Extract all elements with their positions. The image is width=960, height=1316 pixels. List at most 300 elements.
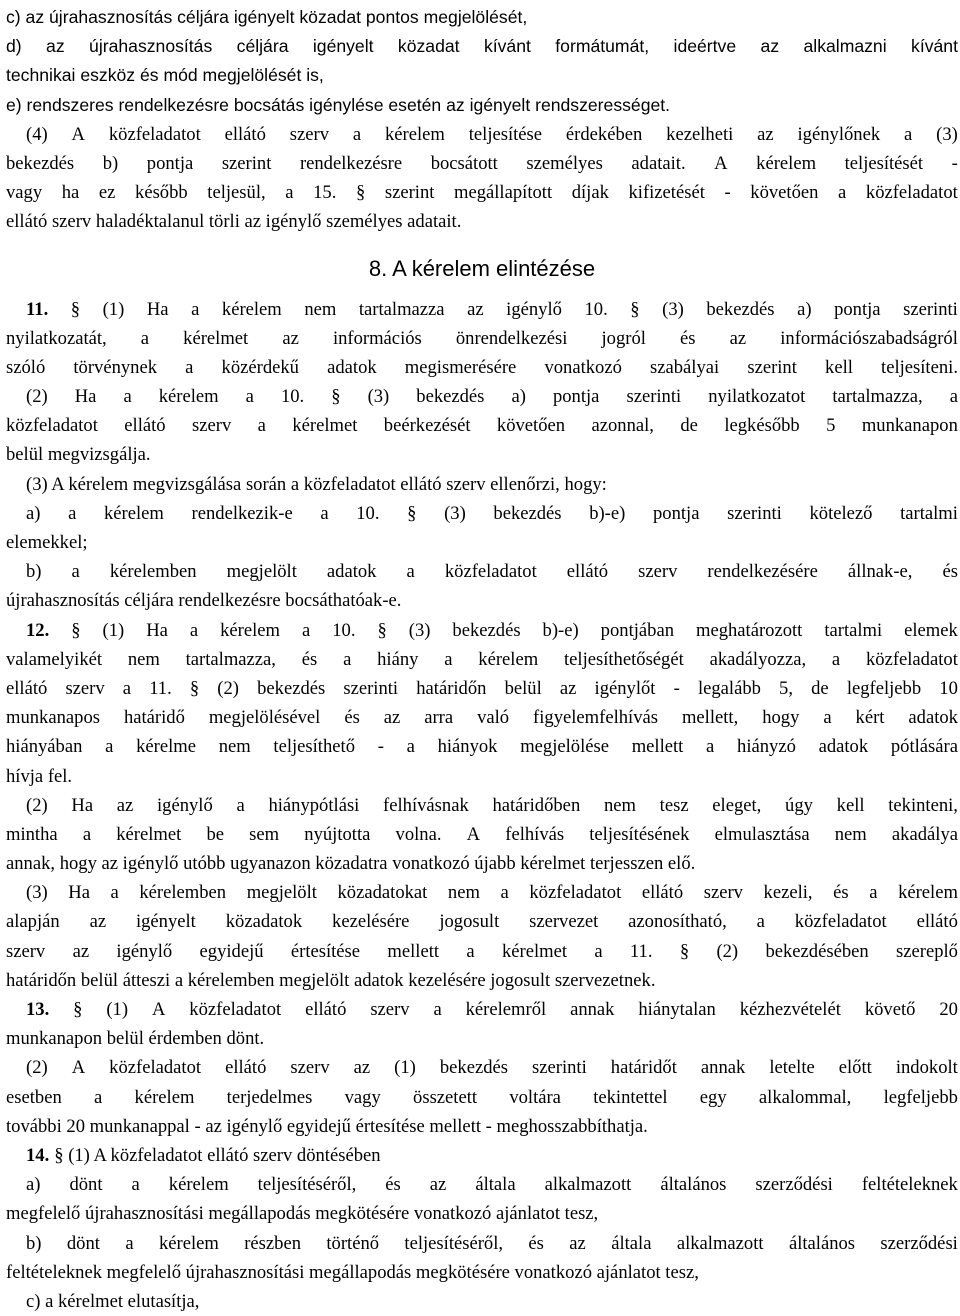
- word: nyújtotta: [304, 820, 370, 849]
- word: kezelheti: [666, 120, 733, 149]
- word: és: [943, 557, 959, 586]
- word: a: [68, 499, 76, 528]
- word: teljesítéséről,: [258, 1170, 357, 1199]
- text-line: [6, 907, 958, 936]
- text-line: [6, 149, 958, 178]
- line-text: annak, hogy az igénylő utóbb ugyanazon közadatra vonatkozó újabb kérelmet terjesszen elő.: [6, 849, 695, 878]
- word: hiányában: [6, 732, 82, 761]
- word: (2): [217, 674, 239, 703]
- word: szerv: [370, 995, 409, 1024]
- word: belül: [505, 674, 542, 703]
- word: alkalmazott: [545, 1170, 632, 1199]
- word: szerv: [6, 937, 45, 966]
- word: kérelemről: [466, 995, 547, 1024]
- line-text: határidőn belül átteszi a kérelemben megjelölt adatok kezelésére jogosult szervezetnek.: [6, 966, 655, 995]
- word: közfeladatot: [795, 907, 887, 936]
- word: A: [152, 995, 165, 1024]
- line-text: § (1) A közfeladatot ellátó szerv döntésében: [54, 1141, 380, 1170]
- word: az: [384, 703, 401, 732]
- word: Ha: [75, 382, 97, 411]
- word: szerint: [222, 149, 272, 178]
- word: információszabadságról: [780, 324, 958, 353]
- word: kérelem: [159, 1229, 219, 1258]
- word: A: [714, 149, 727, 178]
- document-page: [6, 3, 958, 1316]
- word: bekezdés: [706, 295, 774, 324]
- word: ellátó: [124, 411, 165, 440]
- word: pótlására: [891, 732, 958, 761]
- word: az: [730, 324, 747, 353]
- word: A: [72, 120, 85, 149]
- word: legalább: [698, 674, 761, 703]
- word: a): [797, 295, 811, 324]
- text-line: [6, 586, 958, 615]
- word: ellátó: [567, 557, 608, 586]
- word: 15.: [313, 178, 336, 207]
- word: a: [706, 732, 714, 761]
- text-line: [6, 703, 958, 732]
- word: kérelme: [136, 732, 196, 761]
- word: részben: [244, 1229, 301, 1258]
- word: felhívásnak: [383, 791, 469, 820]
- word: az: [282, 324, 299, 353]
- word: kérelem: [159, 382, 219, 411]
- line-text: feltételeknek megfelelő újrahasznosítási megállapodás megkötésére vonatkozó ajánlatot tesz,: [6, 1258, 699, 1287]
- word: a: [191, 295, 199, 324]
- word: közfeladatot: [109, 1053, 201, 1082]
- word: igénylő: [116, 937, 172, 966]
- word: (3): [409, 616, 431, 645]
- word: megjelölt: [247, 878, 317, 907]
- word: ellátó: [305, 995, 346, 1024]
- word: alkalmazott: [677, 1229, 764, 1258]
- word: pontja: [834, 295, 880, 324]
- line-text: ellátó szerv haladéktalanul törli az igénylő személyes adatait.: [6, 207, 461, 236]
- word: szereplő: [896, 937, 958, 966]
- word: érdekében: [566, 120, 642, 149]
- text-line: [6, 382, 958, 411]
- word: a: [246, 382, 254, 411]
- word: kért: [856, 703, 885, 732]
- word: közfeladatot: [866, 645, 958, 674]
- text-line: [6, 937, 958, 966]
- word: kifizetését: [628, 178, 704, 207]
- word: (3): [444, 499, 466, 528]
- word: közadat: [398, 32, 460, 61]
- word: kérelemben: [110, 557, 197, 586]
- word: figyelemfelhívás: [533, 703, 658, 732]
- word: jogosult: [439, 907, 499, 936]
- word: A: [72, 1053, 85, 1082]
- word: pontja: [147, 149, 193, 178]
- word: újrahasznosítás: [89, 32, 212, 61]
- word: §: [73, 995, 82, 1024]
- word: a: [258, 411, 266, 440]
- word: nem: [304, 295, 336, 324]
- word: feltételeknek: [862, 1170, 958, 1199]
- word: (1): [106, 995, 128, 1024]
- word: alkalommal,: [759, 1083, 851, 1112]
- word: hiányzó: [737, 732, 796, 761]
- word: közfeladatot: [529, 878, 621, 907]
- word: az: [117, 791, 134, 820]
- word: (2): [26, 1053, 48, 1082]
- line-text: e) rendszeres rendelkezésre bocsátás igénylése esetén az igényelt rendszerességet.: [6, 91, 670, 120]
- word: b)-e): [543, 616, 579, 645]
- word: ha: [62, 178, 80, 207]
- word: igényelt: [313, 32, 374, 61]
- word: a: [832, 645, 840, 674]
- word: -: [952, 149, 958, 178]
- word: nyilatkozatát,: [6, 324, 107, 353]
- word: (3): [662, 295, 684, 324]
- word: 10.: [585, 295, 608, 324]
- word: annak: [570, 995, 614, 1024]
- word: kérelem: [135, 1083, 195, 1112]
- word: nem: [128, 645, 160, 674]
- word: hiányok: [438, 732, 498, 761]
- word: kezelésére: [332, 907, 409, 936]
- text-line: [6, 616, 958, 645]
- word: közfeladatot: [109, 120, 201, 149]
- word: az: [430, 1170, 447, 1199]
- text-line: [6, 1287, 958, 1316]
- text-line: [6, 3, 958, 32]
- word: 11.: [630, 937, 653, 966]
- word: nem: [219, 732, 251, 761]
- word: és: [385, 1170, 401, 1199]
- document-body: [6, 295, 958, 1316]
- text-line: [6, 820, 958, 849]
- line-text: c) a kérelmet elutasítja,: [26, 1287, 199, 1316]
- text-line: [6, 557, 958, 586]
- word: a: [236, 791, 244, 820]
- word: Ha: [146, 616, 168, 645]
- word: §: [190, 674, 199, 703]
- word: adatok: [819, 732, 869, 761]
- word: 5,: [779, 674, 793, 703]
- word: a: [123, 382, 131, 411]
- word: mellett: [387, 937, 439, 966]
- word: indokolt: [896, 1053, 958, 1082]
- word: értesítése: [291, 937, 360, 966]
- word: A: [467, 820, 480, 849]
- word: szerint: [747, 353, 797, 382]
- word: a: [353, 120, 361, 149]
- word: megjelölése: [520, 732, 609, 761]
- word: (2): [26, 382, 48, 411]
- word: Ha: [71, 791, 93, 820]
- text-line: [6, 791, 958, 820]
- word: pontja: [653, 499, 699, 528]
- word: beérkezését: [384, 411, 471, 440]
- word: szerződési: [755, 1170, 832, 1199]
- word: hiánytalan: [638, 995, 715, 1024]
- word: ez: [99, 178, 116, 207]
- word: kell: [825, 353, 853, 382]
- word: a: [343, 645, 351, 674]
- word: teljesítésének: [589, 820, 689, 849]
- word: megállapított: [454, 178, 552, 207]
- word: követően: [750, 178, 818, 207]
- word: az: [354, 1053, 371, 1082]
- word: a: [72, 557, 80, 586]
- word: tartalmazza: [359, 295, 445, 324]
- word: ellátó: [917, 907, 958, 936]
- word: §: [680, 937, 689, 966]
- word: közfeladatot: [6, 411, 98, 440]
- word: megjelölt: [227, 557, 297, 586]
- word: nyilatkozatot: [708, 382, 805, 411]
- word: egyidejű: [200, 937, 264, 966]
- text-line: [6, 91, 958, 120]
- word: teljesül,: [207, 178, 265, 207]
- word: adatait.: [631, 149, 685, 178]
- text-line: [6, 440, 958, 469]
- word: szerint: [385, 178, 435, 207]
- word: teljesíthetőségét: [564, 645, 684, 674]
- word: kérelem: [756, 149, 816, 178]
- word: tartalmazza,: [186, 645, 276, 674]
- word: szerződési: [880, 1229, 957, 1258]
- word: a: [838, 178, 846, 207]
- text-line: [6, 1229, 958, 1258]
- word: törvénynek: [73, 353, 157, 382]
- word: §: [71, 616, 80, 645]
- word: úgy: [785, 791, 813, 820]
- word: adatok: [327, 557, 377, 586]
- line-text: munkanapon belül érdemben dönt.: [6, 1024, 264, 1053]
- word: a: [444, 645, 452, 674]
- word: a: [185, 353, 193, 382]
- word: annak: [701, 1053, 745, 1082]
- word: és: [302, 645, 318, 674]
- word: rendelkezik-e: [192, 499, 293, 528]
- text-line: [6, 878, 958, 907]
- word: de: [680, 411, 698, 440]
- word: valamelyikét: [6, 645, 102, 674]
- word: a: [904, 120, 912, 149]
- word: a: [320, 499, 328, 528]
- word: hogy: [762, 703, 799, 732]
- word: igénylőt: [595, 674, 656, 703]
- word: bekezdés: [452, 616, 520, 645]
- text-line: [6, 1083, 958, 1112]
- word: igénylő: [506, 295, 562, 324]
- word: követő: [865, 995, 916, 1024]
- word: mellett,: [682, 703, 738, 732]
- word: kívánt: [484, 32, 531, 61]
- word: arra: [424, 703, 453, 732]
- word: kérelmet: [292, 411, 357, 440]
- word: kérelem: [169, 1170, 229, 1199]
- word: (1): [394, 1053, 416, 1082]
- word: követően: [497, 411, 565, 440]
- word: alkalmazni: [804, 32, 887, 61]
- text-line: [6, 762, 958, 791]
- word: az: [46, 32, 65, 61]
- word: általa: [611, 1229, 651, 1258]
- word: akadályozza,: [710, 645, 807, 674]
- document-body-top: [6, 3, 958, 237]
- word: legfeljebb: [884, 1083, 958, 1112]
- word: vagy: [345, 1083, 381, 1112]
- word: határidő: [124, 703, 185, 732]
- word: és: [680, 324, 696, 353]
- word: akadálya: [892, 820, 958, 849]
- word: az: [73, 937, 90, 966]
- word: azonosítható,: [628, 907, 727, 936]
- word: rendelkezésére: [707, 557, 817, 586]
- word: igénylőnek: [798, 120, 881, 149]
- text-line: [6, 1053, 958, 1082]
- text-line: [6, 1170, 958, 1199]
- word: a: [407, 557, 415, 586]
- text-line: [6, 995, 958, 1024]
- word: teljesíteni.: [881, 353, 958, 382]
- word: kérelem: [478, 645, 538, 674]
- word: b): [26, 1229, 42, 1258]
- word: a: [466, 937, 474, 966]
- word: dönt: [69, 1170, 102, 1199]
- word: állnak-e,: [848, 557, 913, 586]
- word: és: [833, 878, 849, 907]
- word: közfeladatot: [866, 178, 958, 207]
- word: pontjában: [601, 616, 674, 645]
- text-line: [6, 207, 958, 236]
- word: kérelem: [898, 878, 958, 907]
- line-text: megfelelő újrahasznosítási megállapodás megkötésére vonatkozó ajánlatot tesz,: [6, 1199, 598, 1228]
- text-line: [6, 966, 958, 995]
- word: kérelem: [222, 295, 282, 324]
- word: céljára: [237, 32, 289, 61]
- word: legkésőbb: [724, 411, 799, 440]
- word: ellátó: [225, 1053, 266, 1082]
- word: megismerésére: [405, 353, 517, 382]
- word: bocsátott: [431, 149, 498, 178]
- line-text: technikai eszköz és mód megjelölését is,: [6, 61, 324, 90]
- word: legfeljebb: [847, 674, 921, 703]
- text-line: [6, 849, 958, 878]
- word: a: [433, 995, 441, 1024]
- word: (1): [103, 616, 125, 645]
- word: letelte: [769, 1053, 814, 1082]
- word: 10.: [281, 382, 304, 411]
- word: nem: [604, 791, 636, 820]
- word: tekinteni,: [888, 791, 958, 820]
- word: §: [71, 295, 80, 324]
- word: vonatkozó: [544, 353, 621, 382]
- word: Ha: [68, 878, 90, 907]
- word: általános: [789, 1229, 855, 1258]
- word: igényelt: [136, 907, 196, 936]
- word: bekezdés: [440, 1053, 508, 1082]
- word: kézhezvételét: [740, 995, 841, 1024]
- word: a: [141, 324, 149, 353]
- word: Ha: [147, 295, 169, 324]
- word: b): [103, 149, 119, 178]
- word: terjedelmes: [227, 1083, 313, 1112]
- word: megjelölésével: [209, 703, 321, 732]
- text-line: [6, 353, 958, 382]
- word: be: [206, 820, 224, 849]
- word: alapján: [6, 907, 60, 936]
- word: (3): [368, 382, 390, 411]
- word: díjak: [572, 178, 609, 207]
- word: 20: [939, 995, 958, 1024]
- word: összetett: [413, 1083, 477, 1112]
- word: szerv: [704, 878, 743, 907]
- word: személyes: [526, 149, 602, 178]
- word: ellátó: [642, 878, 683, 907]
- word: esetben: [6, 1083, 62, 1112]
- word: ellátó: [225, 120, 266, 149]
- word: határidőben: [492, 791, 580, 820]
- word: tartalmi: [824, 616, 882, 645]
- word: elmulasztása: [715, 820, 810, 849]
- word: bekezdés: [493, 499, 561, 528]
- text-line: [6, 178, 958, 207]
- word: szerinti: [727, 499, 782, 528]
- word: információs: [333, 324, 422, 353]
- line-text: c) az újrahasznosítás céljára igényelt közadat pontos megjelölését,: [6, 3, 527, 32]
- line-text: belül megvizsgálja.: [6, 440, 151, 469]
- word: jogról: [602, 324, 646, 353]
- word: felhívás: [505, 820, 564, 849]
- word: teljesítését: [845, 149, 923, 178]
- word: az: [757, 120, 774, 149]
- word: bekezdés: [257, 674, 325, 703]
- word: a: [125, 1229, 133, 1258]
- word: bekezdés: [6, 149, 74, 178]
- text-line: [6, 645, 958, 674]
- word: hiány: [377, 645, 418, 674]
- word: általa: [475, 1170, 515, 1199]
- word: kérelmet: [502, 937, 567, 966]
- word: szerv: [290, 120, 329, 149]
- word: de: [811, 674, 829, 703]
- word: kérelem: [385, 120, 445, 149]
- word: igénylő: [157, 791, 213, 820]
- word: az: [569, 1229, 586, 1258]
- text-line: [6, 411, 958, 440]
- word: mintha: [6, 820, 58, 849]
- word: az: [560, 674, 577, 703]
- word: szerv: [638, 557, 677, 586]
- word: hiánypótlási: [268, 791, 359, 820]
- word: szervezet: [529, 907, 598, 936]
- word: ellátó: [6, 674, 47, 703]
- word: a): [26, 499, 40, 528]
- text-line: [6, 499, 958, 528]
- line-text: hívja fel.: [6, 762, 72, 791]
- word: ideértve: [674, 32, 737, 61]
- word: (2): [716, 937, 738, 966]
- word: szerv: [65, 674, 104, 703]
- word: történő: [326, 1229, 379, 1258]
- word: rendelkezésre: [300, 149, 402, 178]
- word: voltára: [509, 1083, 561, 1112]
- text-line: [6, 1258, 958, 1287]
- word: (2): [26, 791, 48, 820]
- line-text: (3) A kérelem megvizsgálása során a közfeladatot ellátó szerv ellenőrzi, hogy:: [26, 470, 607, 499]
- word: szabályai: [650, 353, 719, 382]
- word: (3): [936, 120, 958, 149]
- word: kérelmet: [116, 820, 181, 849]
- section-number: 12.: [26, 616, 49, 645]
- word: vagy: [6, 178, 42, 207]
- word: d): [6, 32, 22, 61]
